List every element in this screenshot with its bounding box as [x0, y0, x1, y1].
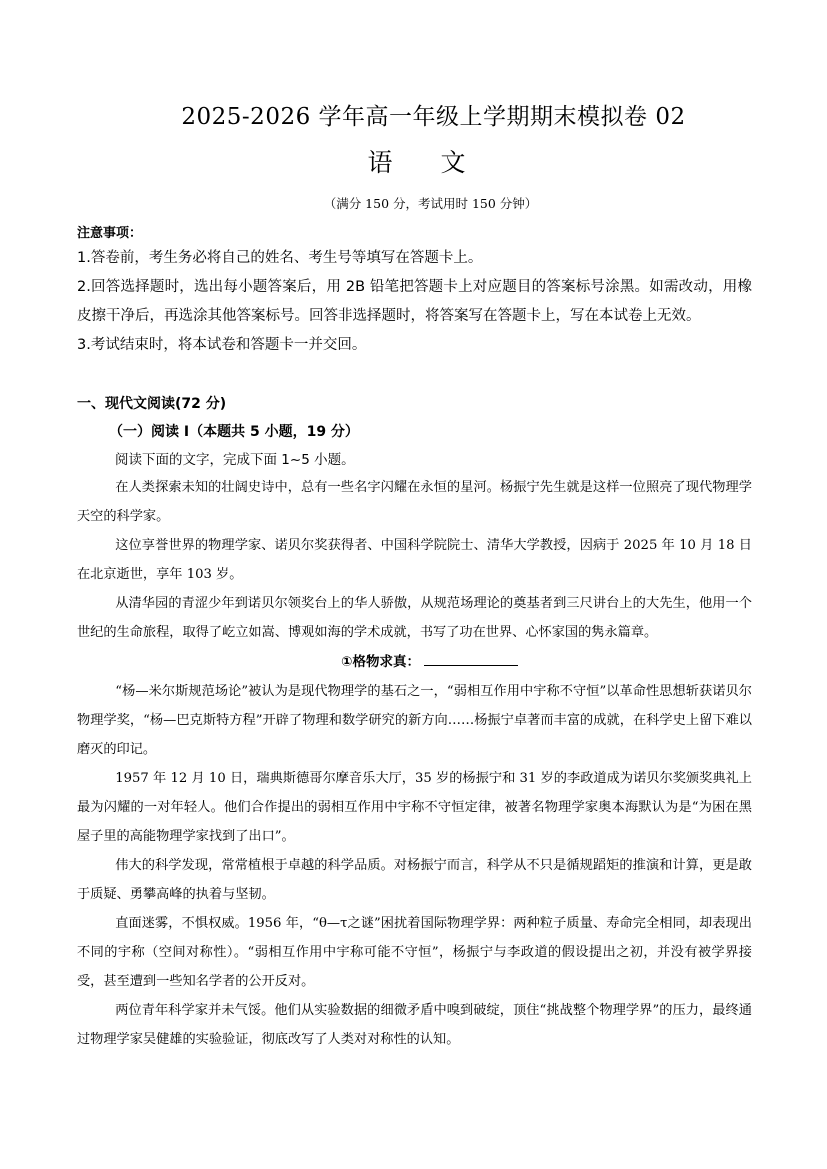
- notice-heading: 注意事项：: [77, 226, 143, 241]
- reading-instruction: 阅读下面的文字，完成下面 1~5 小题。: [115, 452, 355, 468]
- score-info: （满分 150 分，考试用时 150 分钟）: [323, 196, 538, 211]
- passage-subheading: [77, 647, 752, 677]
- subheading-label: ①格物求真：: [341, 654, 420, 670]
- passage-paragraph: “杨—米尔斯规范场论”被认为是现代物理学的基石之一，“弱相互作用中宇称不守恒”以革命性思想斩获诺贝尔物理学奖，“杨—巴克斯特方程”开辟了物理和数学研究的新方向……杨振宁卓著而丰富的成就，在科学史上留下难以磨灭的印记。: [77, 684, 752, 757]
- section-title: 一、现代文阅读(72 分): [77, 396, 227, 412]
- exam-title: 2025-2026 学年高一年级上学期期末模拟卷 02: [181, 104, 686, 130]
- passage-paragraph: 直面迷雾，不惧权威。1956 年，“θ—τ之谜”困扰着国际物理学界：两种粒子质量、寿命完全相同，却表现出不同的宇称（空间对称性）。“弱相互作用中宇称可能不守恒”，杨振宁与李政道的假设提出之初，并没有被学界接受，甚至遭到一些知名学者的公开反对。: [77, 916, 752, 989]
- passage-paragraph: 两位青年科学家并未气馁。他们从实验数据的细微矛盾中嗅到破绽，顶住“挑战整个物理学界”的压力，最终通过物理学家吴健雄的实验验证，彻底改写了人类对对称性的认知。: [77, 1003, 752, 1047]
- answer-blank[interactable]: [424, 651, 518, 666]
- passage-paragraph: 这位享誉世界的物理学家、诺贝尔奖获得者、中国科学院院士、清华大学教授，因病于 2025 年 10 月 18 日在北京逝世，享年 103 岁。: [77, 538, 752, 582]
- passage-paragraph: 伟大的科学发现，常常植根于卓越的科学品质。对杨振宁而言，科学从不只是循规蹈矩的推演和计算，更是敢于质疑、勇攀高峰的执着与坚韧。: [77, 858, 752, 902]
- notice-item: 3.考试结束时，将本试卷和答题卡一并交回。: [77, 337, 367, 353]
- passage-paragraph: 在人类探索未知的壮阔史诗中，总有一些名字闪耀在永恒的星河。杨振宁先生就是这样一位照亮了现代物理学天空的科学家。: [77, 480, 752, 524]
- notice-block: [77, 224, 752, 360]
- notice-item: 2.回答选择题时，选出每小题答案后，用 2B 铅笔把答题卡上对应题目的答案标号涂黑。如需改动，用橡皮擦干净后，再选涂其他答案标号。回答非选择题时，将答案写在答题卡上，写在本试卷上无效。: [77, 279, 752, 324]
- passage-paragraph: 从清华园的青涩少年到诺贝尔领奖台上的华人骄傲，从规范场理论的奠基者到三尺讲台上的大先生，他用一个世纪的生命旅程，取得了屹立如嵩、博观如海的学术成就，书写了功在世界、心怀家国的隽永篇章。: [77, 596, 752, 640]
- subsection-title: （一）阅读 I（本题共 5 小题，19 分）: [109, 424, 359, 440]
- passage-paragraph: 1957 年 12 月 10 日，瑞典斯德哥尔摩音乐大厅，35 岁的杨振宁和 31 岁的李政道成为诺贝尔奖颁奖典礼上最为闪耀的一对年轻人。他们合作提出的弱相互作用中宇称不守恒定律，被著名物理学家奥本海默认为是“为困在黑屋子里的高能物理学家找到了出口”。: [77, 771, 752, 844]
- subject-title: 语 文: [367, 148, 486, 177]
- reading-section: [77, 393, 752, 1054]
- notice-item: 1.答卷前，考生务必将自己的姓名、考生号等填写在答题卡上。: [77, 250, 483, 266]
